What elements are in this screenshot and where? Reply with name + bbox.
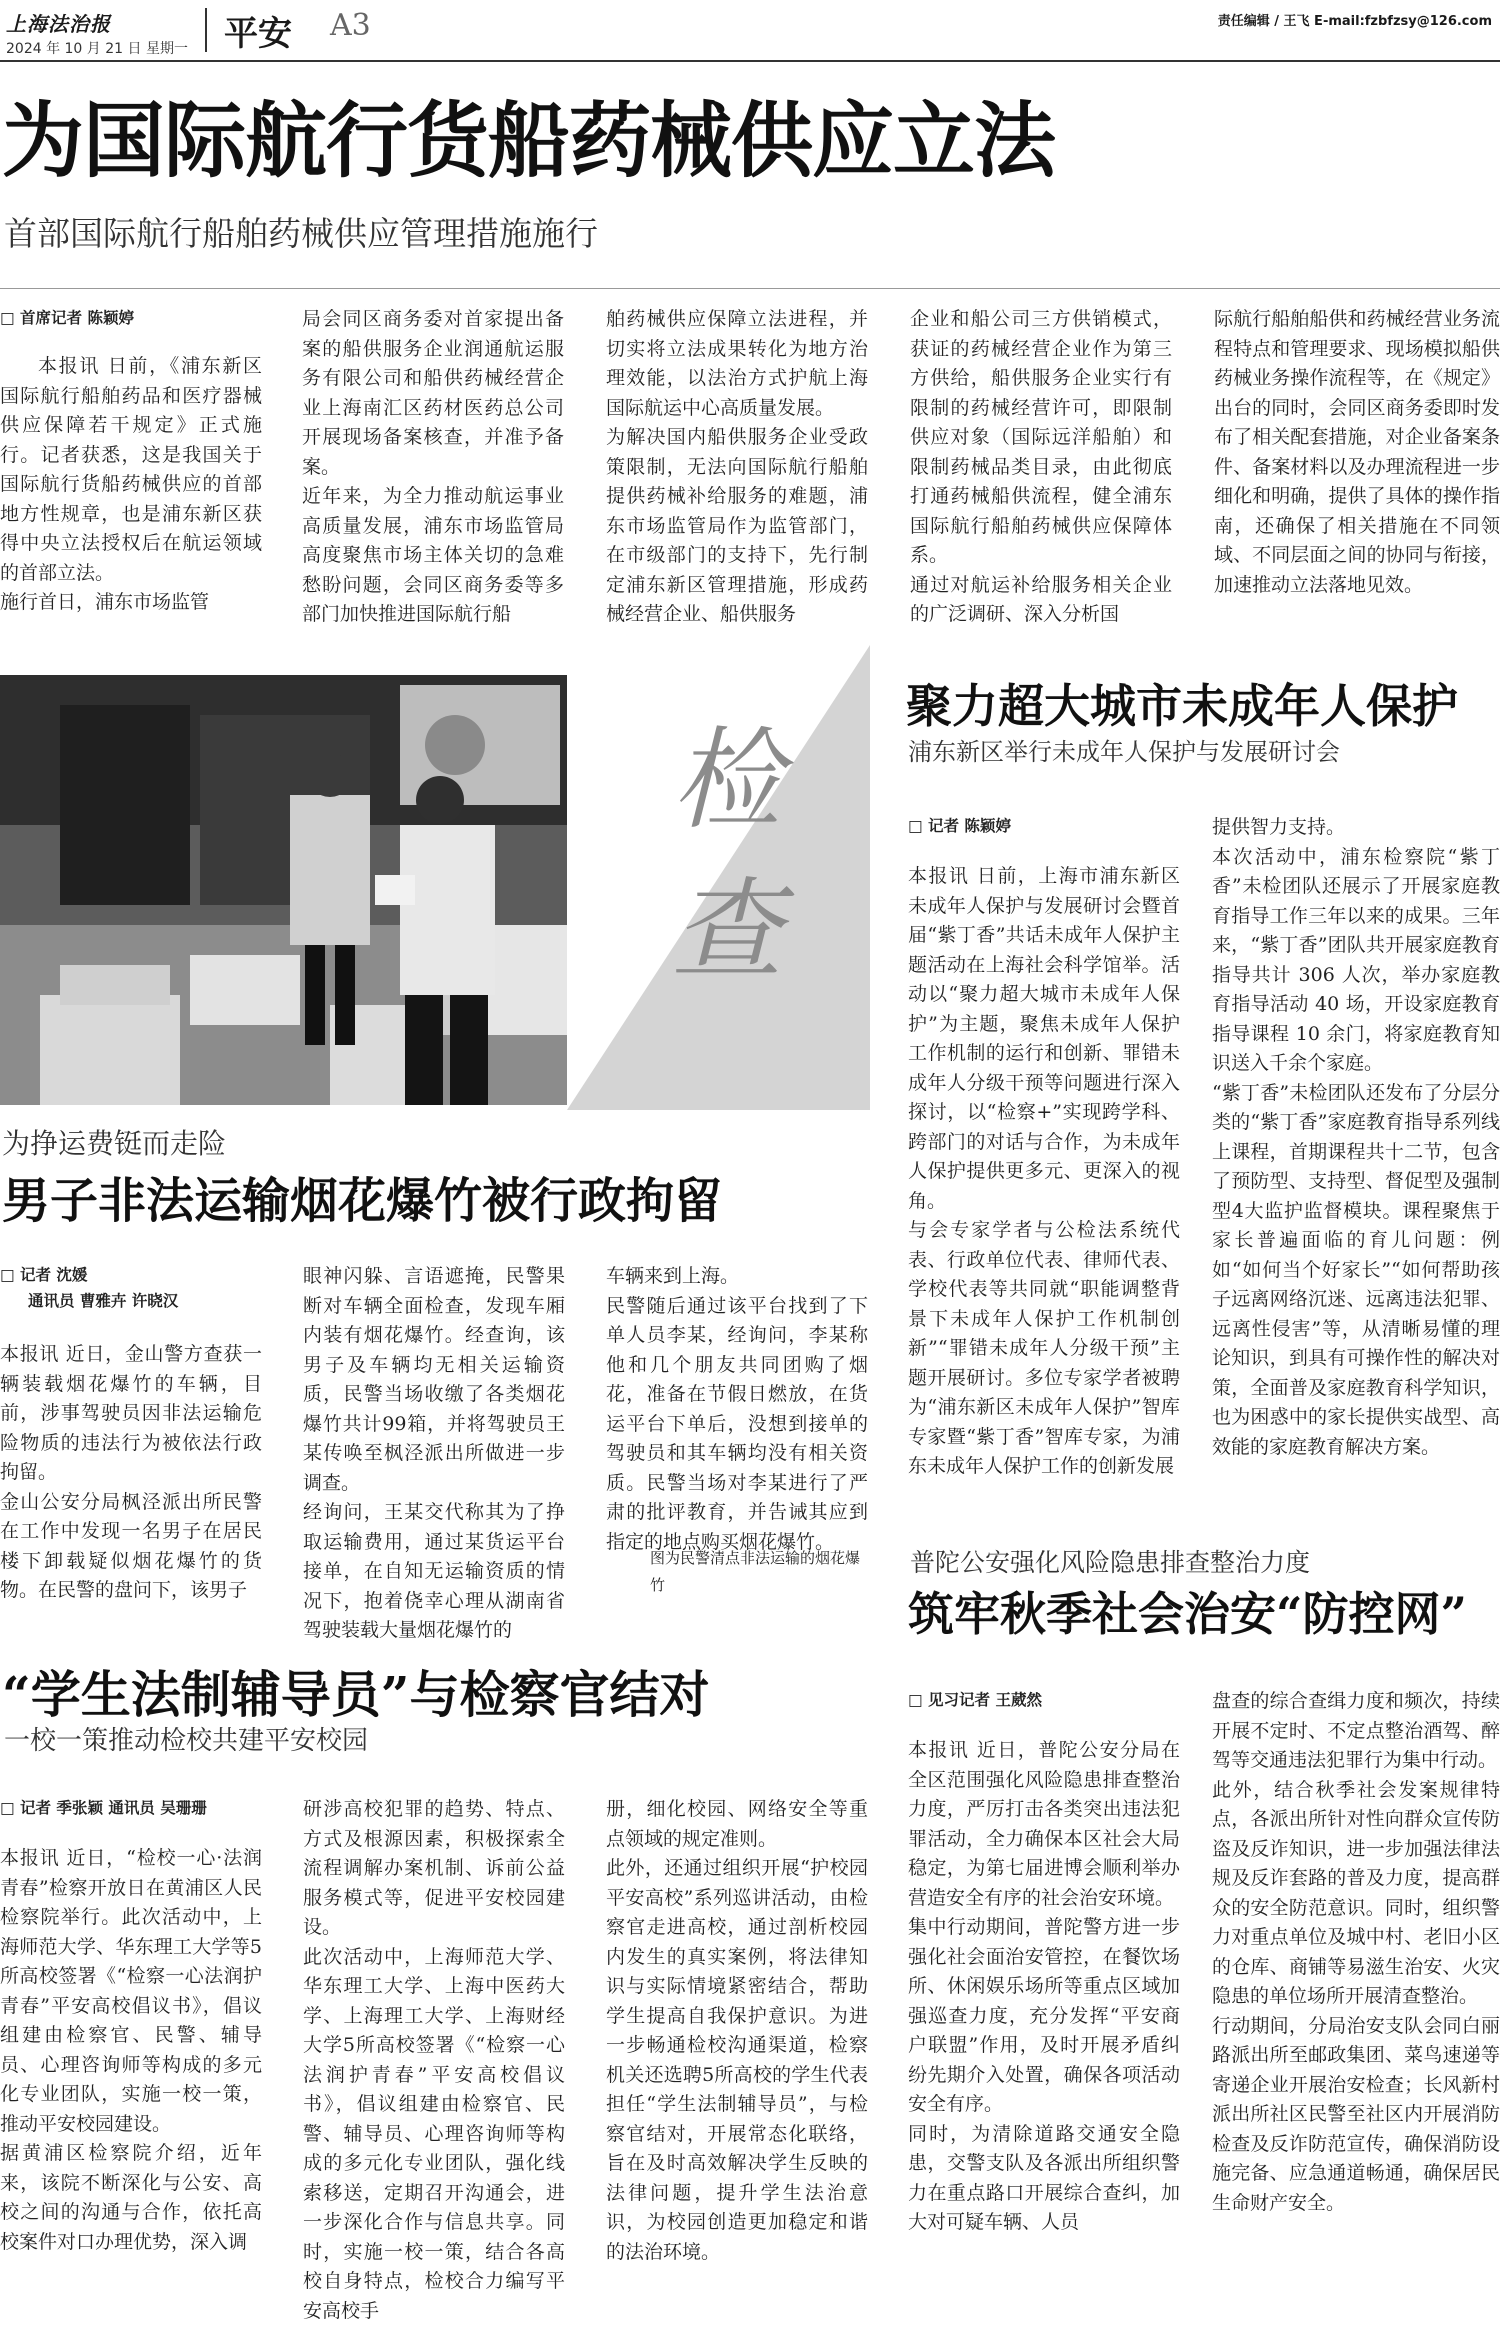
editor-credit: 责任编辑 / 王飞 E-mail:fzbfzsy@126.com bbox=[1217, 14, 1492, 29]
byline: □ 记者 沈媛 bbox=[0, 1266, 88, 1284]
section-rule bbox=[0, 288, 1500, 289]
article-kicker: 普陀公安强化风险隐患排查整治力度 bbox=[910, 1548, 1311, 1577]
article-column bbox=[1212, 813, 1500, 1499]
column-text: 本报讯 近日，普陀公安分局在全区范围强化风险隐患排查整治力度，严厉打击各类突出违法犯罪活动，全力确保本区社会大局稳定，为第七届进博会顺利举办营造安全有序的社会治安环境。 集中行动期间，普陀警方进一步强化社会面治安管控，在餐饮场所、休闲娱乐场所等重点区域加强巡查力度，充分发挥“平安商户联盟”作用，及时开展矛盾纠纷先期介入处置，确保各项活动安全有序。 同时，为清除道路交通安全隐患，交警支队及各派出所组织警力在重点路口开展综合查纠，加大对可疑车辆、人员 bbox=[908, 1739, 1180, 2233]
issue-date: 2024 年 10 月 21 日 星期一 bbox=[6, 41, 188, 57]
masthead-divider bbox=[205, 8, 207, 52]
article-column bbox=[908, 862, 1180, 1502]
column-text: 际航行船舶船供和药械经营业务流程特点和管理要求、现场模拟船供药械业务操作流程等，在《规定》出台的同时，会同区商务委即时发布了相关配套措施，对企业备案条件、备案材料以及办理流程进一步细化和明确，提供了具体的操作指南，还确保了相关措施在不同领域、不同层面之间的协同与衔接，加速推动立法落地见效。 bbox=[1214, 308, 1500, 596]
article-column bbox=[0, 352, 262, 622]
article-column bbox=[303, 1795, 565, 2322]
column-text: 局会同区商务委对首家提出备案的船供服务企业润通航运服务有限公司和船供药械经营企业上海南汇区药材医药总公司开展现场备案核查，并准予备案。 近年来，为全力推动航运事业高质量发展，浦东市场监管局高度聚焦市场主体关切的急难愁盼问题，会同区商务委等多部门加快推进国际航行船 bbox=[302, 308, 564, 625]
column-label-panel bbox=[567, 645, 870, 1110]
news-photo bbox=[0, 675, 567, 1105]
column-text: 本报讯 日前，《浦东新区国际航行船舶药品和医疗器械供应保障若干规定》正式施行。记者获悉，这是我国关于国际航行货船药械供应的首部地方性规章，也是浦东新区获得中央立法授权后在航运领域的首部立法。 施行首日，浦东市场监管 bbox=[0, 355, 262, 613]
article-column bbox=[1212, 1687, 1500, 2253]
police-inspection-photo bbox=[0, 675, 567, 1105]
article-kicker: 为挣运费铤而走险 bbox=[2, 1127, 227, 1160]
article-title: 筑牢秋季社会治安“防控网” bbox=[908, 1587, 1467, 1641]
byline: □ 见习记者 王葳然 bbox=[908, 1691, 1042, 1709]
column-text: 册，细化校园、网络安全等重点领域的规定准则。 此外，还通过组织开展“护校园 平安高校”系列巡讲活动，由检察官走进高校，通过剖析校园内发生的真实案例，将法律知识与实际情境紧密结合，帮助学生提高自我保护意识。为进一步畅通检校沟通渠道，检察机关还选聘5所高校的学生代表担任“学生法制辅导员”，与检察官结对，开展常态化联络，旨在及时高效解决学生反映的法律问题，提升学生法治意识，为校园创造更加稳定和谐的法治环境。 bbox=[606, 1798, 868, 2263]
article-subtitle: 一校一策推动检校共建平安校园 bbox=[4, 1726, 369, 1756]
article-column bbox=[1214, 305, 1500, 625]
byline: □ 首席记者 陈颖婷 bbox=[0, 309, 134, 327]
article-column bbox=[606, 1795, 868, 2263]
byline: □ 记者 陈颖婷 bbox=[908, 817, 1011, 835]
article-column bbox=[606, 1262, 868, 1562]
byline: 通讯员 曹雅卉 许晓汉 bbox=[28, 1292, 179, 1310]
column-label-text: 检查 bbox=[672, 716, 782, 994]
article-title: 男子非法运输烟花爆竹被行政拘留 bbox=[2, 1173, 723, 1229]
masthead bbox=[0, 0, 1500, 62]
masthead-rule bbox=[0, 60, 1500, 62]
article-column bbox=[910, 305, 1172, 625]
column-text: 研涉高校犯罪的趋势、特点、方式及根源因素，积极探索全流程调解办案机制、诉前公益服务模式等，促进平安校园建设。 此次活动中，上海师范大学、华东理工大学、上海中医药大学、上海理工大学、上海财经大学5所高校签署《“检察一心法润护青春”平安高校倡议书》，倡议组建由检察官、民警、辅导员、心理咨询师等构成的多元化专业团队，强化线索移送，定期召开沟通会，进一步深化合作与信息共享。同时，实施一校一策，结合各高校自身特点，检校合力编写平安高校手 bbox=[303, 1798, 565, 2322]
article-column bbox=[0, 1844, 262, 2253]
column-text: 本报讯 近日，金山警方查获一辆装载烟花爆竹的车辆，目前，涉事驾驶员因非法运输危险物质的违法行为被依法行政拘留。 金山公安分局枫泾派出所民警在工作中发现一名男子在居民楼下卸载疑似烟花爆竹的货物。在民警的盘问下，该男子 bbox=[0, 1343, 262, 1601]
newspaper-logo: 上海法治报 bbox=[6, 12, 111, 36]
article-column bbox=[606, 305, 868, 625]
page-number: A3 bbox=[330, 8, 371, 43]
column-text: 本报讯 近日，“检校一心·法润青春”检察开放日在黄浦区人民检察院举行。此次活动中，上海师范大学、华东理工大学等5所高校签署《“检察一心法润护青春”平安高校倡议书》，倡议组建由检察官、民警、辅导员、心理咨询师等构成的多元化专业团队，实施一校一策，推动平安校园建设。 据黄浦区检察院介绍，近年来，该院不断深化与公安、高校之间的沟通与合作，依托高校案件对口办理优势，深入调 bbox=[0, 1847, 262, 2253]
article-column bbox=[302, 305, 564, 625]
article-subtitle: 浦东新区举行未成年人保护与发展研讨会 bbox=[908, 738, 1340, 766]
column-text: 眼神闪躲、言语遮掩，民警果断对车辆全面检查，发现车厢内装有烟花爆竹。经查询，该男子及车辆均无相关运输资质，民警当场收缴了各类烟花爆竹共计99箱，并将驾驶员王某传唤至枫泾派出所做进一步调查。 经询问，王某交代称其为了挣取运输费用，通过某货运平台接单，在自知无运输资质的情况下，抱着侥幸心理从湖南省驾驶装载大量烟花爆竹的 bbox=[303, 1265, 565, 1641]
column-text: 本报讯 日前，上海市浦东新区未成年人保护与发展研讨会暨首届“紫丁香”共话未成年人保护主题活动在上海社会科学馆举。活动以“聚力超大城市未成年人保护”为主题，聚焦未成年人保护工作机制的运行和创新、罪错未成年人分级干预等问题进行深入探讨，以“检察+”实现跨学科、跨部门的对话与合作，为未成年人保护提供更多元、更深入的视角。 与会专家学者与公检法系统代表、行政单位代表、律师代表、学校代表等共同就“职能调整背景下未成年人保护工作机制创新”“罪错未成年人分级干预”主题开展研讨。多位专家学者被聘为“浦东新区未成年人保护”智库专家暨“紫丁香”智库专家，为浦东未成年人保护工作的创新发展 bbox=[908, 865, 1180, 1477]
byline: □ 记者 季张颖 通讯员 吴珊珊 bbox=[0, 1799, 207, 1817]
column-text: 企业和船公司三方供销模式，获证的药械经营企业作为第三方供给，船供服务企业实行有限制的药械经营许可，即限制供应对象（国际远洋船舶）和限制药械品类目录，由此彻底打通药械船供流程，健全浦东国际航行船舶药械供应保障体系。 通过对航运补给服务相关企业的广泛调研、深入分析国 bbox=[910, 308, 1172, 625]
article-column bbox=[908, 1736, 1180, 2253]
article-column bbox=[303, 1262, 565, 1641]
column-text: 提供智力支持。 本次活动中，浦东检察院“紫丁香”未检团队还展示了开展家庭教育指导工作三年以来的成果。三年来，“紫丁香”团队共开展家庭教育指导共计 306 人次，举办家庭教育指导活动 40 场，开设家庭教育指导课程 10 余门，将家庭教育知识送入千余个家庭。 “紫丁香”未检团队还发布了分层分类的“紫丁香”家庭教育指导系列线上课程，首期课程共十二节，包含了预防型、支持型、督促型及强制型4大监护监督模块。课程聚焦于家长普遍面临的育儿问题：例如“如何当个好家长”“如何帮助孩子远离网络沉迷、远离违法犯罪、远离性侵害”等，从清晰易懂的理论知识，到具有可操作性的解决对策，全面普及家庭教育科学知识，也为困惑中的家长提供实战型、高效能的家庭教育解决方案。 bbox=[1212, 816, 1500, 1458]
article-title: 为国际航行货船药械供应立法 bbox=[2, 93, 1056, 189]
article-title: 聚力超大城市未成年人保护 bbox=[906, 679, 1458, 733]
article-subtitle: 首部国际航行船舶药械供应管理措施施行 bbox=[4, 214, 598, 253]
column-text: 盘查的综合查缉力度和频次，持续开展不定时、不定点整治酒驾、醉驾等交通违法犯罪行为集中行动。 此外，结合秋季社会发案规律特点，各派出所针对性向群众宣传防盗及反诈知识，进一步加强法律法规及反诈套路的普及力度，提高群众的安全防范意识。同时，组织警力对重点单位及城中村、老旧小区的仓库、商铺等易滋生治安、火灾隐患的单位场所开展清查整治。 行动期间，分局治安支队会同白丽路派出所至邮政集团、菜鸟速递等寄递企业开展治安检查；长风新村派出所社区民警至社区内开展消防检查及反诈防范宣传，确保消防设施完备、应急通道畅通，确保居民生命财产安全。 bbox=[1212, 1690, 1500, 2214]
photo-caption: 图为民警清点非法运输的烟花爆竹 bbox=[650, 1549, 861, 1594]
column-text: 车辆来到上海。 民警随后通过该平台找到了下单人员李某，经询问，李某称他和几个朋友共同团购了烟花，准备在节假日燃放，在货运平台下单后，没想到接单的驾驶员和其车辆均没有相关资质。民警当场对李某进行了严肃的批评教育，并告诫其应到指定的地点购买烟花爆竹。 bbox=[606, 1265, 868, 1553]
section-name: 平安 bbox=[224, 14, 292, 54]
column-text: 舶药械供应保障立法进程，并切实将立法成果转化为地方治理效能，以法治方式护航上海国际航运中心高质量发展。 为解决国内船供服务企业受政策限制，无法向国际航行船舶提供药械补给服务的难题，浦东市场监管局作为监管部门，在市级部门的支持下，先行制定浦东新区管理措施，形成药械经营企业、船供服务 bbox=[606, 308, 868, 625]
article-column bbox=[0, 1340, 262, 1610]
article-title: “学生法制辅导员”与检察官结对 bbox=[2, 1665, 710, 1724]
